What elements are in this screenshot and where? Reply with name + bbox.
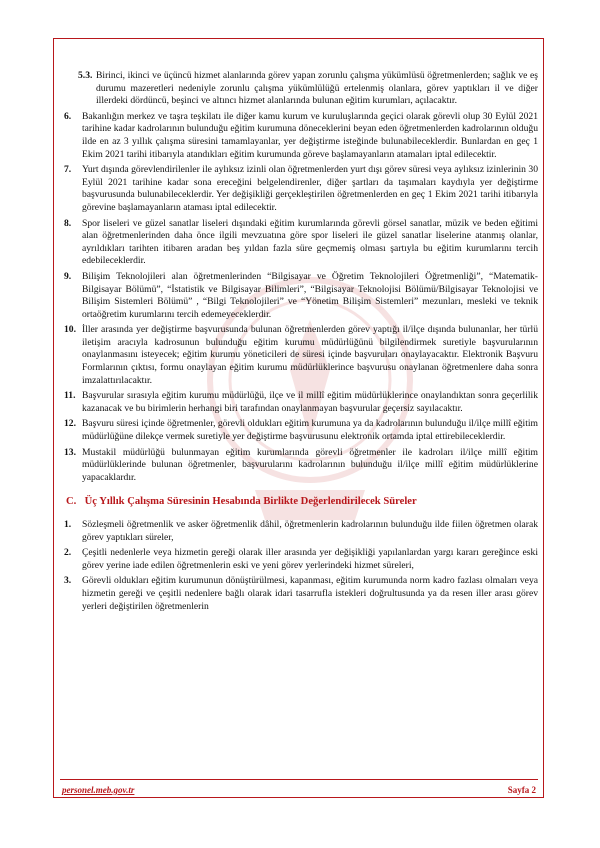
document-body	[60, 70, 538, 616]
list-item	[60, 111, 538, 161]
item-text: Mustakil müdürlüğü bulunmayan eğitim kurumlarında görevli öğretmenler ile kadroları il/ilçe millî eğitim müdürlüklerinde bulunan öğretmenler, başvurularını kadrolarının bulunduğu il/ilçe millî eğitim müdürlüklerine yapacaklardır.	[82, 446, 538, 483]
section-title: Üç Yıllık Çalışma Süresinin Hesabında Birlikte Değerlendirilecek Süreler	[84, 496, 417, 508]
list-item	[60, 547, 538, 572]
list-item	[60, 519, 538, 544]
section-heading	[66, 496, 538, 509]
item-number: 12.	[64, 418, 76, 430]
item-number: 10.	[64, 324, 76, 336]
item-text: Spor liseleri ve güzel sanatlar liseleri dışındaki eğitim kurumlarında görevli görsel sanatlar, müzik ve beden eğitimi alan öğretmenlerinden daha önce ilgili mevzuatına göre spor liseleri ile güzel sanatlar liselerine atanmış olanlar, ayrıldıkları tarihten itibaren aradan beş yıldan fazla süre geçmemiş olması şartıyla bu eğitim kurumlarını tercih edebileceklerdir.	[82, 217, 538, 267]
item-text: Bilişim Teknolojileri alan öğretmenlerinden “Bilgisayar ve Öğretim Teknolojileri Öğretmenliği”, “Matematik-Bilgisayar Bölümü”, “İstatistik ve Bilgisayar Bilimleri”, “Bilgisayar Teknolojisi Bölümü/Bilgisayar Teknolojisi ve Bilişim Sistemleri Bölümü” , “Bilgi Teknolojileri” ve “Yönetim Bilişim Sistemleri” mezunları, mesleki ve teknik ortaöğretim kurumlarını tercih edemeyeceklerdir.	[82, 270, 538, 320]
footer-divider	[60, 779, 538, 780]
item-number: 13.	[64, 446, 76, 458]
item-number: 9.	[64, 270, 72, 282]
list-item	[60, 271, 538, 321]
section-letter: C.	[66, 496, 77, 508]
item-number: 2.	[64, 547, 72, 559]
list-item	[60, 164, 538, 214]
list-item	[60, 418, 538, 443]
item-number: 3.	[64, 575, 72, 587]
list-item	[60, 324, 538, 387]
list-item	[60, 447, 538, 485]
item-number: 5.3.	[78, 70, 93, 81]
footer-page-number: Sayfa 2	[507, 785, 536, 795]
item-text: Birinci, ikinci ve üçüncü hizmet alanlarında görev yapan zorunlu çalışma yükümlüsü öğretmenlerden; sağlık ve eş durumu mazeretleri nedeniyle zorunlu çalışma yükümlülüğü ertelenmiş olanlara, görev yaptıkları il ve diğer illerdeki dördüncü, beşinci ve altıncı hizmet alanlarında bulunan eğitim kurumları, açılacaktır.	[96, 70, 538, 107]
list-item	[60, 390, 538, 415]
item-number: 1.	[64, 519, 72, 530]
list-item	[60, 218, 538, 268]
item-text: Sözleşmeli öğretmenlik ve asker öğretmenlik dâhil, öğretmenlerin kadrolarının bulunduğu ilde fiilen öğretmen olarak görev yaptıkları süreler,	[82, 519, 538, 543]
list-item	[60, 70, 538, 108]
item-text: Görevli oldukları eğitim kurumunun dönüştürülmesi, kapanması, eğitim kurumunda norm kadro fazlası olmaları veya hizmetin gereği ve çeşitli nedenlere bağlı olarak idari tasarrufla istekleri doğrultusunda ya da resen iller arası görev yerleri değiştirilen öğretmenlerin	[82, 575, 538, 612]
item-text: Bakanlığın merkez ve taşra teşkilatı ile diğer kamu kurum ve kuruluşlarında geçici olarak görevli olup 30 Eylül 2021 tarihine kadar kadrolarının bulunduğu eğitim kurumuna döneceklerini beyan eden öğretmenlerden kadrolarının olduğu ilde en az 3 yıllık çalışma süresini tamamlayanlar, yer değiştirme isteğinde bulunabileceklerdir. Bunlardan en geç 1 Ekim 2021 tarihi itibarıyla atandıkları eğitim kurumunda göreve başlamayanların atamaları iptal edilecektir.	[82, 110, 538, 160]
item-text: Yurt dışında görevlendirilenler ile aylıksız izinli olan öğretmenlerden yurt dışı görev süresi veya aylıksız izinlerinin 30 Eylül 2021 tarihine kadar sona ereceğini belgelendirenler, diğer şartları da taşımaları kaydıyla yer değiştirme başvurusunda bulunabileceklerdir. Yer değişikliği gerçekleştirilen öğretmenlerden en geç 1 Ekim 2021 tarihi itibarıyla görevine başlamayanların ataması iptal edilecektir.	[82, 164, 538, 213]
item-text: Çeşitli nedenlerle veya hizmetin gereği olarak iller arasında yer değişikliği yapılanlardan yargı kararı gereğince eski görev yerine iade edilen öğretmenlerin eski ve yeni görev yerlerindeki hizmet süreleri,	[82, 547, 538, 571]
item-number: 7.	[64, 164, 72, 176]
item-text: Başvuru süresi içinde öğretmenler, görevli oldukları eğitim kurumuna ya da kadrolarının bulunduğu il/ilçe millî eğitim müdürlüğüne dilekçe vermek suretiyle yer değiştirme başvurusunu elektronik ortamda iptal ettirebileceklerdir.	[82, 418, 538, 443]
item-text: İller arasında yer değiştirme başvurusunda bulunan öğretmenlerden görev yaptığı il/ilçe dışında bulunanlar, her türlü iletişim aracıyla kadrosunun bulunduğu eğitim kurumu müdürlüğünü bilgilendirmek suretiyle başvurularının onaylanmasını isteyecek; eğitim kurumu yöneticileri de süresi içinde başvuruları onaylayacaktır. Elektronik Başvuru Formlarının çıktısı, formu onaylayan eğitim kurumu müdürlüklerince başvurusu onaylanan öğretmenlere daha sonra imzalattırılacaktır.	[82, 324, 538, 386]
item-number: 6.	[64, 110, 72, 122]
list-item	[60, 575, 538, 613]
item-text: Başvurular sırasıyla eğitim kurumu müdürlüğü, ilçe ve il millî eğitim müdürlüklerince onaylandıktan sonra geçerlilik kazanacak ve bu birimlerin herhangi biri tarafından onaylanmayan başvurular geçersiz sayılacaktır.	[82, 390, 538, 414]
footer-website-link[interactable]: personel.meb.gov.tr	[62, 785, 135, 795]
item-number: 8.	[64, 217, 72, 229]
item-number: 11.	[64, 390, 76, 402]
